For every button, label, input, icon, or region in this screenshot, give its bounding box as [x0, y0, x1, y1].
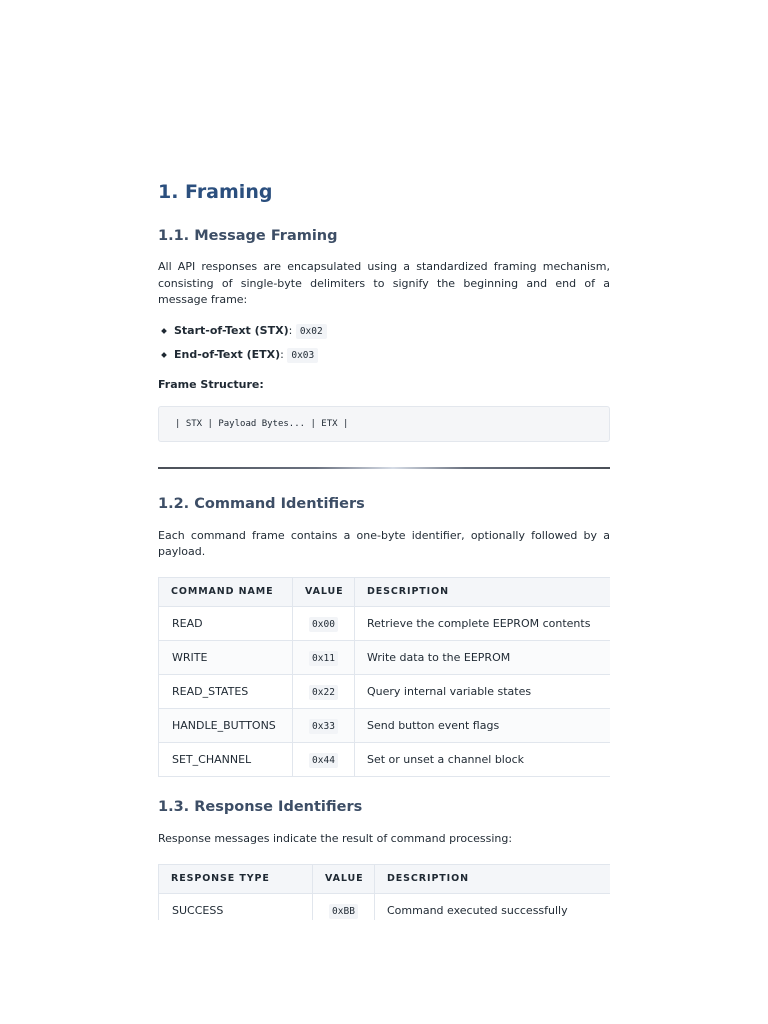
table-row — [159, 606, 611, 640]
value-cell — [293, 606, 355, 640]
column-header: DESCRIPTION — [355, 577, 611, 606]
list-item — [158, 343, 610, 367]
delimiter-code: 0x03 — [287, 348, 318, 363]
section-heading-command-identifiers: 1.2. Command Identifiers — [158, 495, 365, 512]
page-title: 1. Framing — [158, 181, 273, 203]
frame-structure-label: Frame Structure: — [158, 377, 264, 391]
delimiter-separator: : — [288, 323, 293, 337]
column-header: RESPONSE TYPE — [159, 864, 313, 893]
column-header: VALUE — [313, 864, 375, 893]
table-header-row — [159, 864, 611, 893]
delimiter-label: End-of-Text (ETX) — [174, 347, 281, 361]
description-cell: Query internal variable states — [355, 674, 611, 708]
response-identifiers-intro: Response messages indicate the result of command processing: — [158, 831, 513, 845]
value-cell — [293, 708, 355, 742]
delimiter-label: Start-of-Text (STX) — [174, 323, 289, 337]
command-table — [158, 577, 610, 777]
delimiter-list — [158, 319, 610, 367]
table-row — [159, 640, 611, 674]
value-cell — [293, 640, 355, 674]
value-code: 0x44 — [309, 753, 338, 768]
table-row — [159, 742, 611, 776]
value-cell — [313, 893, 375, 920]
document-page — [158, 176, 610, 920]
column-header: VALUE — [293, 577, 355, 606]
value-cell — [293, 742, 355, 776]
value-cell — [293, 674, 355, 708]
column-header: COMMAND NAME — [159, 577, 293, 606]
list-item — [158, 319, 610, 343]
description-cell: Set or unset a channel block — [355, 742, 611, 776]
delimiter-code: 0x02 — [296, 324, 327, 339]
description-cell: Send button event flags — [355, 708, 611, 742]
value-code: 0x22 — [309, 685, 338, 700]
table-row — [159, 708, 611, 742]
frame-structure-code-block: | STX | Payload Bytes... | ETX | — [158, 406, 610, 442]
command-name-cell: SET_CHANNEL — [159, 742, 293, 776]
command-identifiers-intro: Each command frame contains a one-byte identifier, optionally followed by a payload. — [158, 528, 610, 559]
delimiter-separator: : — [280, 347, 284, 361]
message-framing-intro: All API responses are encapsulated using a standardized framing mechanism, consisting of single-byte delimiters to signify the beginning and end of a message frame: — [158, 260, 610, 307]
column-header: DESCRIPTION — [375, 864, 611, 893]
description-cell: Retrieve the complete EEPROM contents — [355, 606, 611, 640]
command-name-cell: READ — [159, 606, 293, 640]
section-divider — [158, 467, 610, 469]
table-row — [159, 893, 611, 920]
value-code: 0xBB — [329, 904, 358, 919]
description-cell: Command executed successfully — [375, 893, 611, 920]
table-row — [159, 674, 611, 708]
command-name-cell: WRITE — [159, 640, 293, 674]
section-heading-response-identifiers: 1.3. Response Identifiers — [158, 798, 363, 815]
section-heading-message-framing: 1.1. Message Framing — [158, 228, 338, 244]
value-code: 0x11 — [309, 651, 338, 666]
response-type-cell: SUCCESS — [159, 893, 313, 920]
command-name-cell: READ_STATES — [159, 674, 293, 708]
command-name-cell: HANDLE_BUTTONS — [159, 708, 293, 742]
table-header-row — [159, 577, 611, 606]
response-table — [158, 864, 610, 920]
value-code: 0x33 — [309, 719, 338, 734]
value-code: 0x00 — [309, 617, 338, 632]
description-cell: Write data to the EEPROM — [355, 640, 611, 674]
